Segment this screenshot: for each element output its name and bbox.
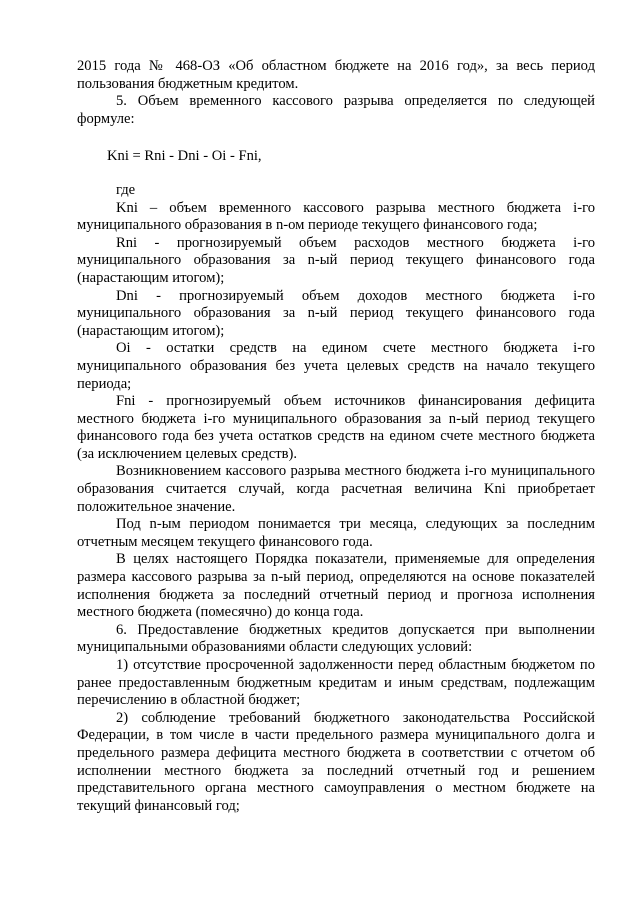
- definition-kni: Kni – объем временного кассового разрыва местного бюджета i-го муниципального образования в n-ом периоде текущего финансового года;: [77, 199, 595, 234]
- condition-2: 2) соблюдение требований бюджетного законодательства Российской Федерации, в том числе в части предельного размера муниципального долга и предельного размера дефицита местного бюджета в соответствии с отчетом об исполнении местного бюджета за последний отчетный год и решением представительного органа местного самоуправления о местном бюджете на текущий финансовый год;: [77, 709, 595, 814]
- paragraph-continuation: 2015 года № 468-ОЗ «Об областном бюджете на 2016 год», за весь период пользования бюджетным кредитом.: [77, 58, 595, 92]
- formula: Kni = Rni - Dni - Oi - Fni,: [107, 148, 262, 165]
- paragraph-gap-occurrence: Возникновением кассового разрыва местного бюджета i-го муниципального образования считается случай, когда расчетная величина Kni приобретает положительное значение.: [77, 463, 595, 515]
- paragraph-item-5: 5. Объем временного кассового разрыва определяется по следующей формуле:: [77, 93, 595, 127]
- paragraph-period-definition: Под n-ым периодом понимается три месяца, следующих за последним отчетным месяцем текущего финансового года.: [77, 516, 595, 550]
- paragraph-indicators: В целях настоящего Порядка показатели, применяемые для определения размера кассового разрыва за n-ый период, определяются на основе показателей исполнения бюджета за последний отчетный период и прогноза исполнения местного бюджета (помесячно) до конца года.: [77, 551, 595, 621]
- document-page: [77, 58, 595, 815]
- definition-fni: Fni - прогнозируемый объем источников финансирования дефицита местного бюджета i-го муниципального образования за n-ый период текущего финансового года без учета остатков средств на едином счете местного бюджета (за исключением целевых средств).: [77, 393, 595, 462]
- definition-oi: Oi - остатки средств на едином счете местного бюджета i-го муниципального образования без учета целевых средств на начало текущего периода;: [77, 340, 595, 392]
- definition-dni: Dni - прогнозируемый объем доходов местного бюджета i-го муниципального образования за n-ый период текущего финансового года (нарастающим итогом);: [77, 287, 595, 339]
- condition-1: 1) отсутствие просроченной задолженности перед областным бюджетом по ранее предоставленным бюджетным кредитам и иным средствам, подлежащим перечислению в областной бюджет;: [77, 657, 595, 709]
- where-label: где: [116, 181, 136, 198]
- paragraph-item-6: 6. Предоставление бюджетных кредитов допускается при выполнении муниципальными образованиями области следующих условий:: [77, 621, 595, 656]
- definition-rni: Rni - прогнозируемый объем расходов местного бюджета i-го муниципального образования за n-ый период текущего финансового года (нарастающим итогом);: [77, 234, 595, 286]
